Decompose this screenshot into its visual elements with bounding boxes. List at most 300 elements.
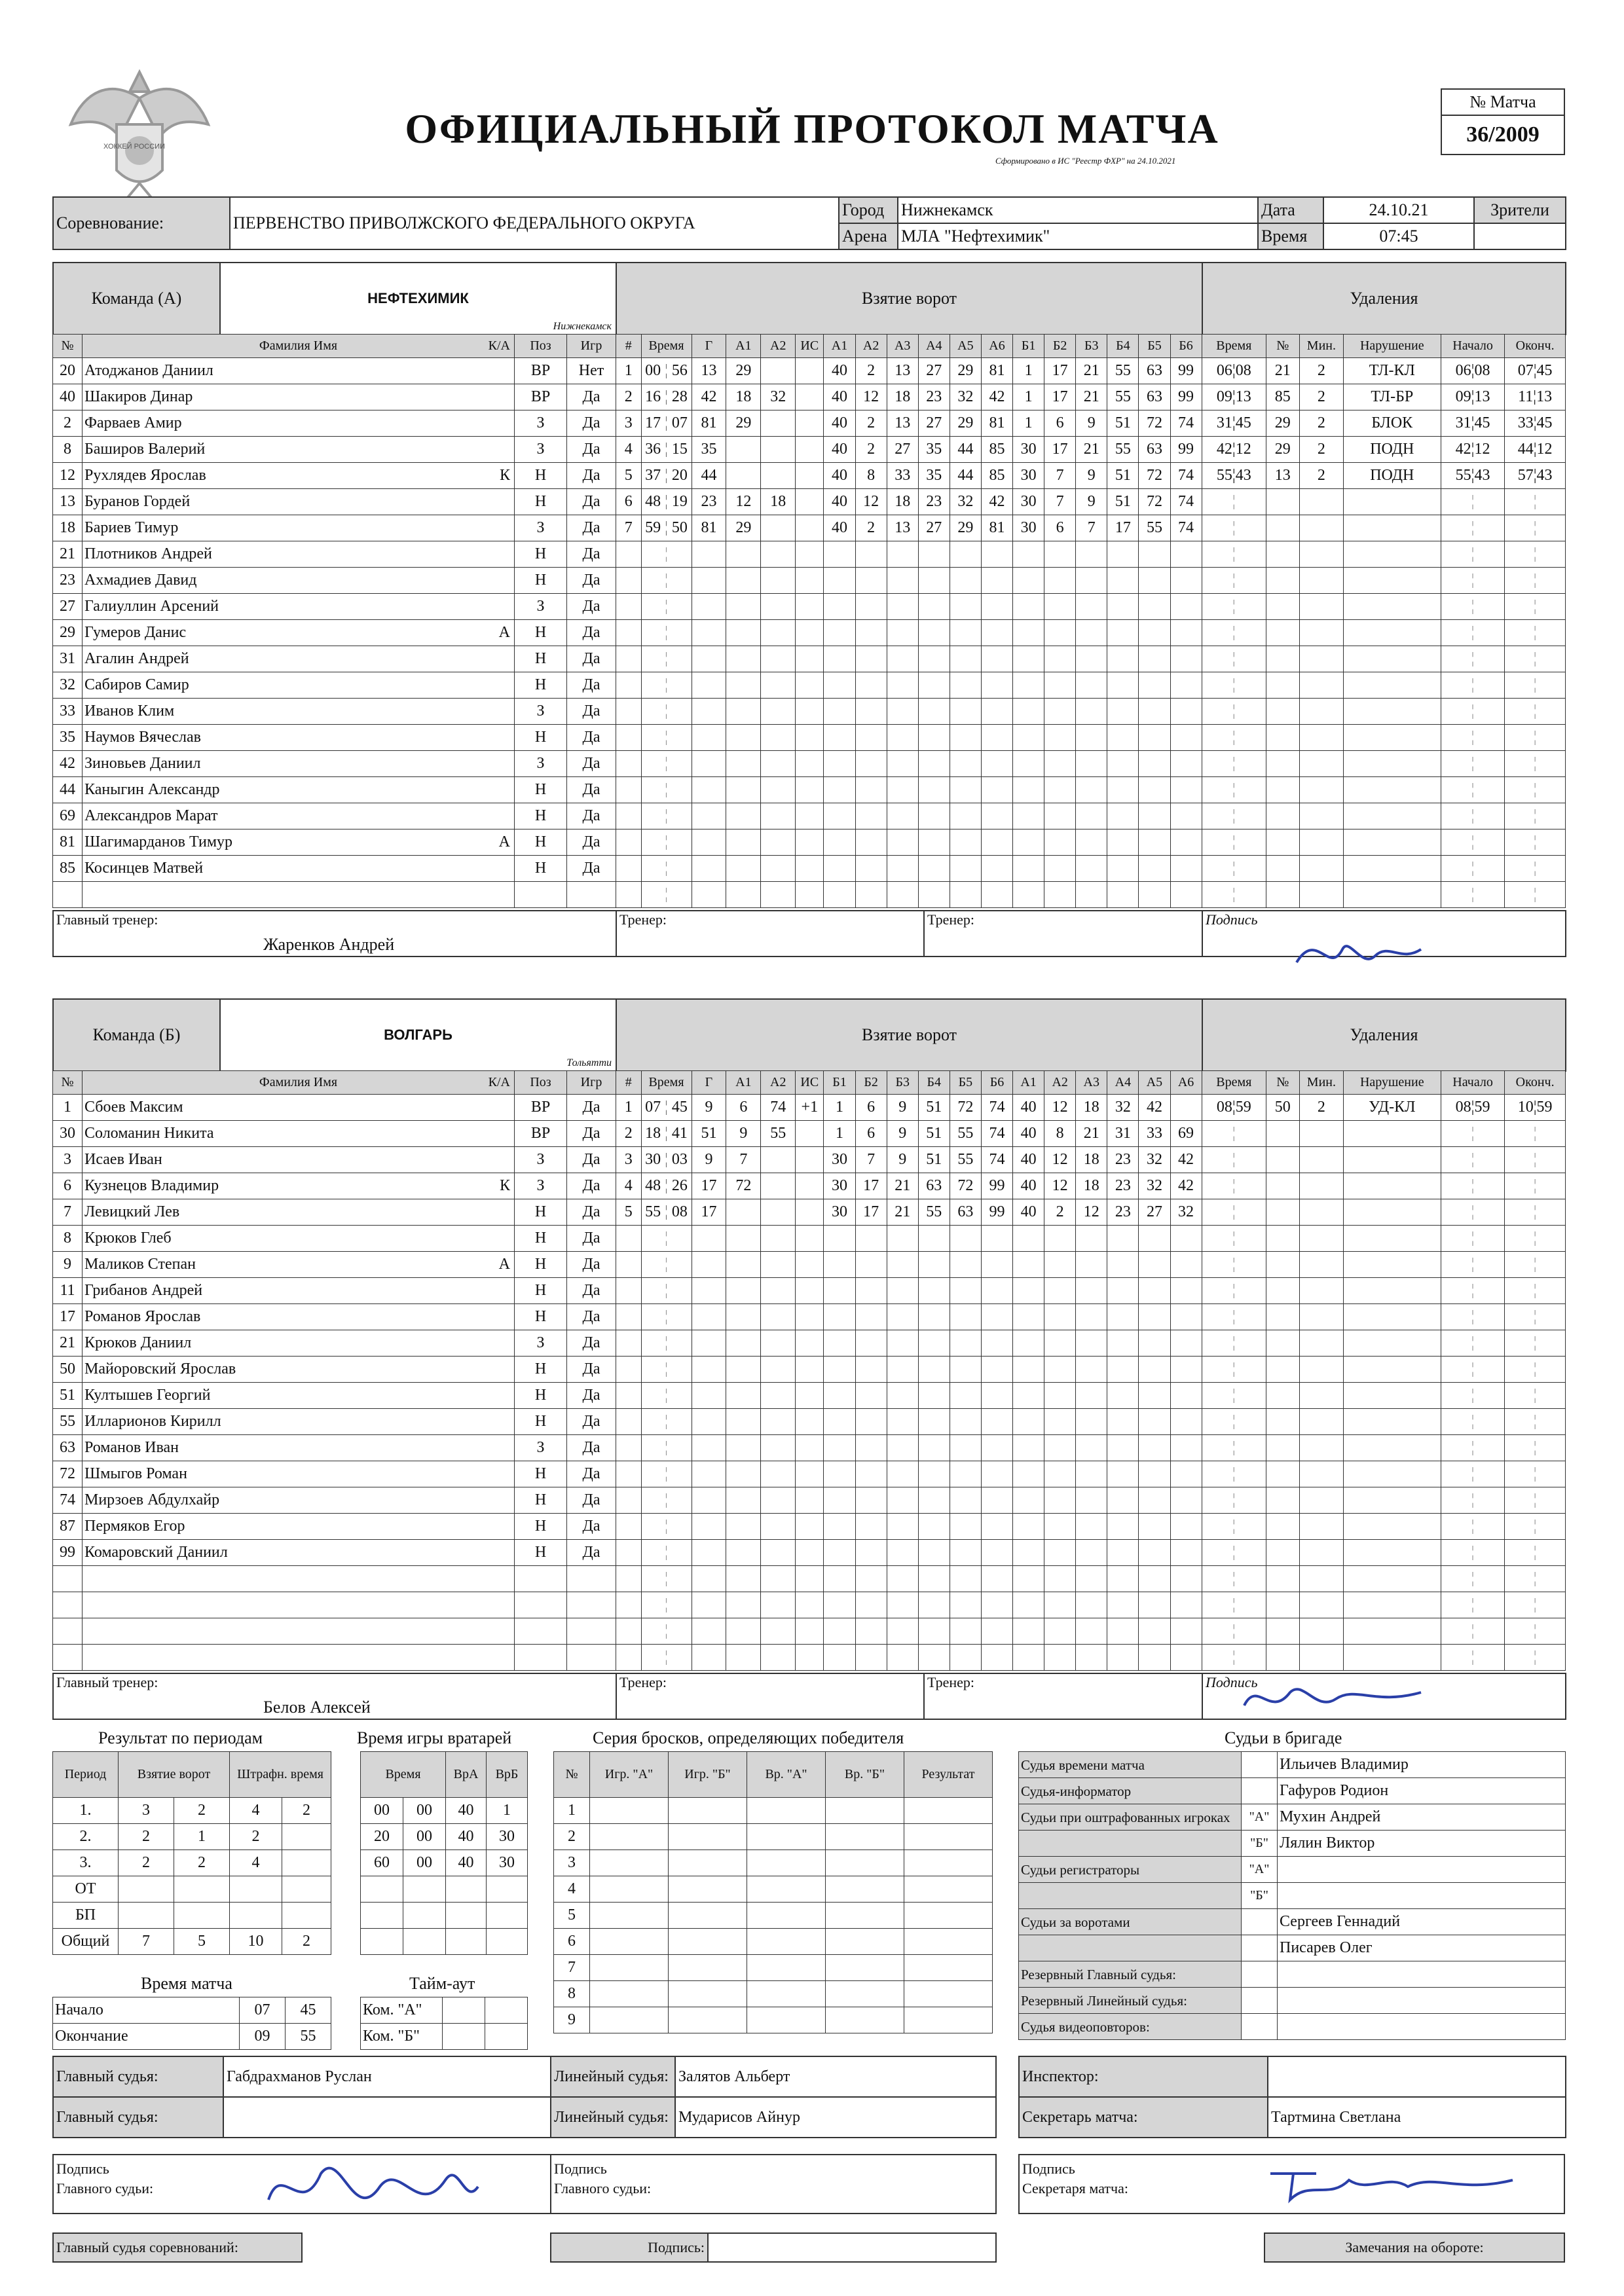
penalty-col-header: Оконч. — [1505, 1071, 1566, 1095]
end-min: 09 — [240, 2024, 286, 2050]
goal-cell: 72 — [1139, 463, 1170, 489]
goal-cell: 42 — [692, 384, 726, 410]
penalty-player: 50 — [1266, 1095, 1299, 1121]
player-played: Да — [567, 672, 616, 699]
player-name-cell — [83, 1357, 515, 1383]
goal-row: ¦ — [616, 1252, 1202, 1278]
player-played: Да — [567, 803, 616, 829]
match-info — [52, 196, 1566, 250]
roster-row — [53, 1330, 616, 1357]
arena-value: МЛА "Нефтехимик" — [898, 223, 1258, 249]
goal-cell — [761, 358, 796, 384]
match-time-title: Время матча — [141, 1974, 232, 1993]
player-position: Н — [515, 1487, 567, 1514]
penalty-col-header: № — [1266, 1071, 1299, 1095]
goal-row: ¦ — [616, 1304, 1202, 1330]
goal-col-header: А4 — [1107, 1071, 1139, 1095]
player-name: Наумов Вячеслав — [84, 729, 201, 746]
player-position: ВР — [515, 1121, 567, 1147]
goal-cell: 9 — [887, 1147, 918, 1173]
penalty-end: 57¦43 — [1505, 463, 1566, 489]
goal-cell: 74 — [981, 1095, 1012, 1121]
player-name: Крюков Даниил — [84, 1334, 192, 1351]
goal-cell: 32 — [761, 384, 796, 410]
penalty-row: ¦ ¦ ¦ — [1202, 1383, 1566, 1409]
player-captain-mark: А — [498, 1256, 510, 1273]
goal-cell: 74 — [761, 1095, 796, 1121]
player-played: Да — [567, 1121, 616, 1147]
goal-cell: 85 — [981, 437, 1012, 463]
goal-col-header: А2 — [1044, 1071, 1076, 1095]
player-position: Н — [515, 1226, 567, 1252]
results-title: Результат по периодам — [98, 1728, 263, 1747]
goal-cell: 42 — [1139, 1095, 1170, 1121]
player-captain-mark: К — [499, 467, 510, 484]
goal-cell: 72 — [1139, 489, 1170, 515]
penalty-time: 09¦13 — [1202, 384, 1266, 410]
penalty-col-header: Мин. — [1299, 1071, 1343, 1095]
player-played: Да — [567, 1540, 616, 1566]
goal-cell: 99 — [981, 1173, 1012, 1199]
player-number: 42 — [53, 751, 83, 777]
penalty-start: 42¦12 — [1441, 437, 1505, 463]
goal-cell: 13 — [887, 410, 918, 437]
goal-time: 59 ¦ 50 — [641, 515, 692, 541]
start-label: Начало — [53, 1997, 240, 2024]
goal-row: ¦ — [616, 646, 1202, 672]
goal-col-header: Б6 — [1170, 335, 1202, 358]
goal-cell: 99 — [1170, 358, 1202, 384]
timeout-a-label: Ком. "А" — [361, 1997, 443, 2024]
goal-cell: 40 — [824, 410, 855, 437]
period-row: Общий 7 5 10 2 — [53, 1929, 331, 1955]
player-position: З — [515, 1435, 567, 1461]
goal-cell: 23 — [1107, 1173, 1139, 1199]
goal-row: ¦ — [616, 1566, 1202, 1592]
goalie-time-title: Время игры вратарей — [357, 1728, 512, 1747]
player-position: ВР — [515, 358, 567, 384]
player-position: Н — [515, 803, 567, 829]
player-name-cell — [83, 751, 515, 777]
goal-cell: 63 — [918, 1173, 950, 1199]
goal-row: ¦ — [616, 777, 1202, 803]
referees-table — [52, 2056, 997, 2138]
goal-cell: 33 — [1139, 1121, 1170, 1147]
official-row: Судьи регистраторы "А" — [1019, 1857, 1566, 1883]
roster-row — [53, 1461, 616, 1487]
goal-cell: 1 — [1013, 358, 1044, 384]
match-no: 36/2009 — [1441, 115, 1564, 155]
player-played: Да — [567, 1461, 616, 1487]
goal-cell: 63 — [1139, 437, 1170, 463]
roster-row — [53, 1514, 616, 1540]
player-name: Агалин Андрей — [84, 650, 189, 667]
player-name: Мирзоев Абдулхайр — [84, 1491, 220, 1508]
goal-row: ¦ — [616, 1592, 1202, 1618]
official-row: "Б" — [1019, 1883, 1566, 1909]
goal-cell: 17 — [1107, 515, 1139, 541]
player-name-cell — [83, 1304, 515, 1330]
penalty-row: ¦ ¦ ¦ — [1202, 803, 1566, 829]
penalty-row: ¦ ¦ ¦ — [1202, 1304, 1566, 1330]
player-position: З — [515, 1330, 567, 1357]
goal-row — [616, 410, 1202, 437]
goal-cell: 17 — [1044, 358, 1076, 384]
player-played: Да — [567, 515, 616, 541]
goal-cell: 5 — [616, 463, 642, 489]
goal-cell: 23 — [918, 489, 950, 515]
goal-cell: 29 — [726, 358, 761, 384]
goal-row: ¦ — [616, 1278, 1202, 1304]
goal-time: 48 ¦ 19 — [641, 489, 692, 515]
goal-cell: 6 — [1044, 410, 1076, 437]
player-position: З — [515, 515, 567, 541]
goal-cell — [796, 358, 824, 384]
roster-row — [53, 620, 616, 646]
goal-cell: 30 — [1013, 437, 1044, 463]
goal-cell: 18 — [887, 489, 918, 515]
goal-cell: 55 — [761, 1121, 796, 1147]
goal-cell: 7 — [1044, 463, 1076, 489]
penalty-end: 11¦13 — [1505, 384, 1566, 410]
footer-row — [52, 2232, 997, 2263]
penalty-row: ¦ ¦ ¦ — [1202, 751, 1566, 777]
roster-row — [53, 1357, 616, 1383]
penalty-row: ¦ ¦ ¦ — [1202, 568, 1566, 594]
official-row: Судья видеоповторов: — [1019, 2014, 1566, 2040]
player-name-cell — [83, 1173, 515, 1199]
goal-cell: 32 — [950, 384, 981, 410]
player-played: Да — [567, 568, 616, 594]
penalty-row: ¦ ¦ ¦ — [1202, 672, 1566, 699]
goal-cell: 2 — [855, 410, 887, 437]
goal-cell: 40 — [1013, 1147, 1044, 1173]
penalty-start: 55¦43 — [1441, 463, 1505, 489]
player-position: З — [515, 1147, 567, 1173]
roster-row — [53, 463, 616, 489]
penalty-player: 85 — [1266, 384, 1299, 410]
goal-row: ¦ — [616, 1487, 1202, 1514]
player-name-cell — [83, 489, 515, 515]
player-played: Да — [567, 1095, 616, 1121]
goal-cell: 40 — [824, 358, 855, 384]
goal-row — [616, 1173, 1202, 1199]
goal-col-header: А4 — [918, 335, 950, 358]
player-number: 99 — [53, 1540, 83, 1566]
penalty-row: ¦ ¦ ¦ — [1202, 829, 1566, 856]
roster-row — [53, 1304, 616, 1330]
main-ref-signature-1: Подпись Главного судьи: — [53, 2155, 551, 2214]
player-name: Гумеров Данис — [84, 624, 187, 641]
penalty-minutes: 2 — [1299, 384, 1343, 410]
player-name-cell — [83, 1199, 515, 1226]
goal-row: ¦ — [616, 829, 1202, 856]
time-label: Время — [1258, 223, 1323, 249]
goal-cell: 6 — [855, 1095, 887, 1121]
player-position: З — [515, 594, 567, 620]
goal-col-header: Б3 — [1076, 335, 1107, 358]
secretary-label: Секретарь матча: — [1019, 2097, 1268, 2138]
goal-cell: 7 — [616, 515, 642, 541]
goal-cell: 55 — [1107, 384, 1139, 410]
spectators-label: Зрители — [1474, 197, 1566, 223]
penalty-end: 07¦45 — [1505, 358, 1566, 384]
roster-row — [53, 541, 616, 568]
goal-cell: 55 — [1107, 358, 1139, 384]
goal-cell — [796, 1121, 824, 1147]
goal-row: ¦ — [616, 594, 1202, 620]
player-name: Иванов Клим — [84, 702, 175, 720]
player-number: 3 — [53, 1147, 83, 1173]
goal-cell: 35 — [918, 463, 950, 489]
penalty-row: ¦ ¦ ¦ — [1202, 620, 1566, 646]
goal-cell: 2 — [1044, 1199, 1076, 1226]
goal-cell — [761, 1173, 796, 1199]
goal-cell: 40 — [824, 489, 855, 515]
goal-time: 48 ¦ 26 — [641, 1173, 692, 1199]
handwritten-signature-icon — [1290, 923, 1434, 989]
goal-cell: 51 — [1107, 410, 1139, 437]
player-number: 50 — [53, 1357, 83, 1383]
line-ref-2-label: Линейный судья: — [551, 2097, 675, 2138]
player-number: 13 — [53, 489, 83, 515]
player-position: Н — [515, 463, 567, 489]
goal-cell: 1 — [616, 358, 642, 384]
player-number: 27 — [53, 594, 83, 620]
goal-cell: 35 — [692, 437, 726, 463]
goal-cell: 32 — [1107, 1095, 1139, 1121]
goal-cell: 42 — [1170, 1147, 1202, 1173]
goal-cell: 21 — [1076, 358, 1107, 384]
official-row: Писарев Олег — [1019, 1935, 1566, 1961]
goal-cell: 30 — [824, 1173, 855, 1199]
goal-cell: 40 — [1013, 1199, 1044, 1226]
player-position: З — [515, 699, 567, 725]
goal-cell: 7 — [726, 1147, 761, 1173]
penalty-row: ¦ ¦ ¦ — [1202, 1487, 1566, 1514]
goal-col-header: А3 — [1076, 1071, 1107, 1095]
player-played: Да — [567, 1147, 616, 1173]
shootout-row: 9 — [554, 2007, 993, 2033]
penalty-row: ¦ ¦ ¦ — [1202, 515, 1566, 541]
goal-col-header: # — [616, 335, 642, 358]
goal-col-header: А6 — [1170, 1071, 1202, 1095]
goal-row — [616, 463, 1202, 489]
roster-row — [53, 1566, 616, 1592]
player-name-cell — [83, 1435, 515, 1461]
timeout-b-label: Ком. "Б" — [361, 2024, 443, 2050]
goal-cell: 29 — [950, 410, 981, 437]
goal-cell: 18 — [1076, 1147, 1107, 1173]
goal-cell: 23 — [1107, 1147, 1139, 1173]
penalty-end: 44¦12 — [1505, 437, 1566, 463]
goal-row — [616, 1095, 1202, 1121]
team_b-coach-1: Тренер: — [616, 1673, 924, 1719]
player-played: Да — [567, 1278, 616, 1304]
player-position: Н — [515, 1357, 567, 1383]
goal-cell: 12 — [855, 384, 887, 410]
goal-cell: 27 — [887, 437, 918, 463]
spectators-value — [1474, 223, 1566, 249]
team_b-penalties-title: Удаления — [1202, 999, 1566, 1071]
shootout-row: 5 — [554, 1903, 993, 1929]
player-position: Н — [515, 725, 567, 751]
goalie-row — [361, 1876, 528, 1903]
penalty-row: ¦ ¦ ¦ — [1202, 594, 1566, 620]
penalty-row: ¦ ¦ ¦ — [1202, 1645, 1566, 1671]
player-name: Атоджанов Даниил — [84, 362, 213, 379]
goal-cell: 99 — [981, 1199, 1012, 1226]
goal-col-header: Б3 — [887, 1071, 918, 1095]
goal-cell: 9 — [692, 1147, 726, 1173]
roster-row — [53, 1540, 616, 1566]
goal-col-header: Б2 — [855, 1071, 887, 1095]
team_b-roster: № Фамилия Имя К/А Поз Игр 1 Сбоев Максим ВР Да 30 Соломанин Никита ВР Да 3 Исаев Иван З Да 6 Кузнецов Владимир К З Да 7 Левицкий Лев Н Да 8 Крюков Глеб Н Да 9 Маликов Степан А Н Да 11 Грибанов Андрей Н Да 17 Романов Ярослав Н Да 21 Крюков Даниил З Да 50 Майоровский Ярослав Н Да 51 Култышев Георгий Н Да 55 Илларионов Кирилл Н Да 63 Романов Иван З Да 72 Шмыгов Роман Н Да 74 Мирзоев Абдулхайр Н Да 87 Пермяков Егор Н Да 99 Комаровский Даниил Н Да — [52, 1070, 616, 1671]
goal-cell: 18 — [887, 384, 918, 410]
goal-row: ¦ — [616, 1357, 1202, 1383]
player-name-cell — [83, 1095, 515, 1121]
date-value: 24.10.21 — [1323, 197, 1474, 223]
penalty-row: ¦ ¦ ¦ — [1202, 1278, 1566, 1304]
team_b-goals-table — [616, 1070, 1202, 1671]
player-name: Романов Ярослав — [84, 1308, 201, 1325]
player-position: Н — [515, 829, 567, 856]
player-number: 85 — [53, 856, 83, 882]
goal-cell: 17 — [692, 1199, 726, 1226]
player-name-cell — [83, 1514, 515, 1540]
player-number: 51 — [53, 1383, 83, 1409]
team_a-coach-2: Тренер: — [924, 911, 1202, 957]
team_a-penalties-table — [1202, 334, 1566, 908]
penalty-row — [1202, 1095, 1566, 1121]
goal-cell: 63 — [1139, 358, 1170, 384]
player-played: Да — [567, 384, 616, 410]
penalty-violation: БЛОК — [1343, 410, 1441, 437]
penalty-row — [1202, 410, 1566, 437]
player-name: Крюков Глеб — [84, 1230, 172, 1247]
inspector-label: Инспектор: — [1019, 2056, 1268, 2097]
player-played: Да — [567, 725, 616, 751]
goal-col-header: А5 — [950, 335, 981, 358]
player-played: Да — [567, 620, 616, 646]
goal-cell: 13 — [692, 358, 726, 384]
goal-cell: 31 — [1107, 1121, 1139, 1147]
roster-row — [53, 1278, 616, 1304]
penalty-violation: ТЛ-КЛ — [1343, 358, 1441, 384]
goal-col-header: А1 — [726, 1071, 761, 1095]
goal-cell: 7 — [1044, 489, 1076, 515]
player-name-cell — [83, 803, 515, 829]
player-number: 21 — [53, 1330, 83, 1357]
player-played: Да — [567, 1252, 616, 1278]
penalty-time: 31¦45 — [1202, 410, 1266, 437]
player-name-cell — [83, 1121, 515, 1147]
player-name: Грибанов Андрей — [84, 1282, 203, 1299]
player-played: Нет — [567, 358, 616, 384]
player-position: Н — [515, 1304, 567, 1330]
player-played: Да — [567, 1514, 616, 1540]
goal-row — [616, 384, 1202, 410]
goal-cell: 2 — [855, 437, 887, 463]
match-number-box — [1441, 88, 1565, 155]
goal-cell: 74 — [1170, 410, 1202, 437]
penalty-row — [1202, 437, 1566, 463]
period-row: БП — [53, 1903, 331, 1929]
secretary: Тартмина Светлана — [1268, 2097, 1566, 2138]
notes-row — [1264, 2232, 1565, 2263]
player-played: Да — [567, 777, 616, 803]
secretary-signature-label: Подпись Секретаря матча: — [1019, 2155, 1564, 2214]
roster-row — [53, 1383, 616, 1409]
goal-cell — [796, 1199, 824, 1226]
goal-cell: 81 — [981, 358, 1012, 384]
penalty-violation: ТЛ-БР — [1343, 384, 1441, 410]
goal-col-header: А3 — [887, 335, 918, 358]
penalty-row: ¦ ¦ ¦ — [1202, 1435, 1566, 1461]
goal-cell: 21 — [887, 1173, 918, 1199]
penalty-col-header: Мин. — [1299, 335, 1343, 358]
goal-time: 18 ¦ 41 — [641, 1121, 692, 1147]
player-name: Шагимарданов Тимур — [84, 833, 233, 850]
goalie-row: 00 00 40 1 — [361, 1798, 528, 1824]
end-label: Окончание — [53, 2024, 240, 2050]
player-name-cell — [83, 463, 515, 489]
penalty-end: 10¦59 — [1505, 1095, 1566, 1121]
goal-cell: 42 — [1170, 1173, 1202, 1199]
penalty-time: 08¦59 — [1202, 1095, 1266, 1121]
goal-cell: 40 — [1013, 1121, 1044, 1147]
penalty-col-header: Оконч. — [1505, 335, 1566, 358]
player-name-cell — [83, 1330, 515, 1357]
roster-row — [53, 437, 616, 463]
goal-col-header: Б6 — [981, 1071, 1012, 1095]
goal-row — [616, 489, 1202, 515]
goal-cell: 30 — [824, 1147, 855, 1173]
team_b-penalties-table — [1202, 1070, 1566, 1671]
roster-row — [53, 1147, 616, 1173]
player-number: 23 — [53, 568, 83, 594]
player-name-cell — [83, 1147, 515, 1173]
goal-row — [616, 358, 1202, 384]
roster-row — [53, 829, 616, 856]
goal-cell: 12 — [1044, 1173, 1076, 1199]
goal-row — [616, 437, 1202, 463]
goal-cell: 12 — [1044, 1147, 1076, 1173]
roster-row — [53, 777, 616, 803]
player-position: Н — [515, 646, 567, 672]
inspector-table — [1018, 2056, 1566, 2138]
goal-row — [616, 1199, 1202, 1226]
penalty-minutes: 2 — [1299, 410, 1343, 437]
goal-row: ¦ — [616, 856, 1202, 882]
goal-cell: 1 — [1013, 384, 1044, 410]
goal-cell: 40 — [824, 515, 855, 541]
goal-cell: 27 — [918, 358, 950, 384]
goal-cell: 27 — [918, 410, 950, 437]
goal-col-header: ИС — [796, 335, 824, 358]
team_b-signature: Подпись — [1202, 1673, 1566, 1719]
main-ref-signature-2: Подпись Главного судьи: — [551, 2155, 996, 2214]
goal-cell — [796, 1147, 824, 1173]
goal-row — [616, 1147, 1202, 1173]
penalty-col-header: Нарушение — [1343, 1071, 1441, 1095]
player-number: 9 — [53, 1252, 83, 1278]
player-name-cell — [83, 1487, 515, 1514]
goal-row: ¦ — [616, 699, 1202, 725]
penalty-start: 08¦59 — [1441, 1095, 1505, 1121]
goal-cell: 13 — [887, 515, 918, 541]
date-label: Дата — [1258, 197, 1323, 223]
